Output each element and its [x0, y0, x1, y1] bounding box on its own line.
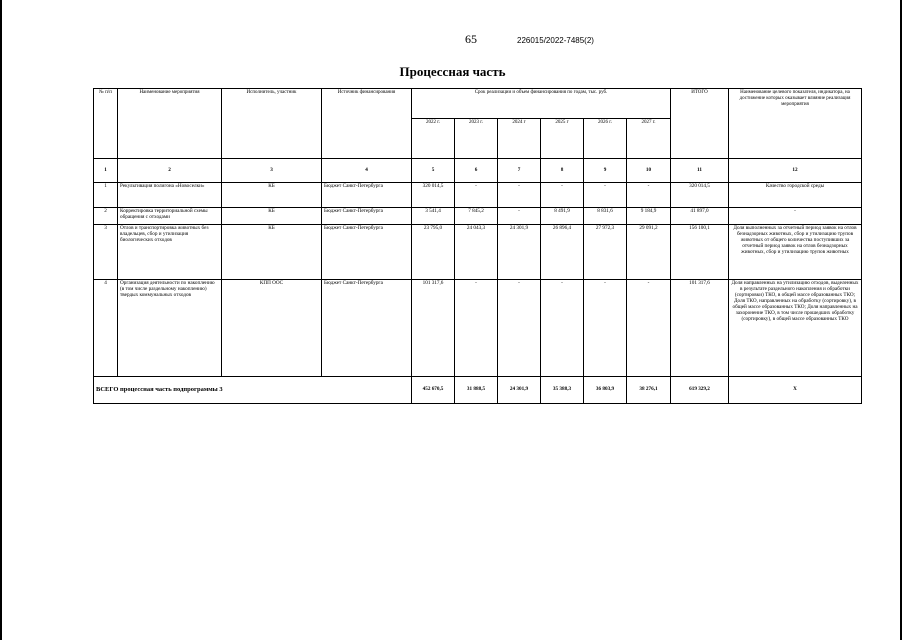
- col-number: 10: [627, 159, 671, 183]
- row-source: Бюджет Санкт-Петербурга: [322, 183, 412, 208]
- header-period: Срок реализации и объем финансирования по годам, тыс. руб.: [412, 89, 671, 119]
- row-value: -: [498, 208, 541, 225]
- row-total: 41 897,0: [671, 208, 729, 225]
- row-value: -: [455, 280, 498, 377]
- row-value: 7 845,2: [455, 208, 498, 225]
- row-value: 101 317,6: [412, 280, 455, 377]
- row-indicator: Качество городской среды: [729, 183, 862, 208]
- row-source: Бюджет Санкт-Петербурга: [322, 280, 412, 377]
- row-executor: КПП ООС: [222, 280, 322, 377]
- row-value: 3 541,4: [412, 208, 455, 225]
- col-number: 5: [412, 159, 455, 183]
- row-no: 3: [94, 225, 118, 280]
- row-executor: КБ: [222, 183, 322, 208]
- row-name: Рекультивация полигона «Новоселки»: [118, 183, 222, 208]
- row-value: -: [498, 280, 541, 377]
- total-value: 24 301,9: [498, 377, 541, 404]
- col-number: 12: [729, 159, 862, 183]
- total-row: [94, 377, 862, 404]
- row-indicator: -: [729, 208, 862, 225]
- row-indicator: Доля выполненных за отчетный период заявок на отлов безнадзорных животных, сбор и утилизацию трупов животных от общего количества поступивших за отчетный период заявок на отлов безнадзорных животных, сбор и утилизацию трупов животных: [729, 225, 862, 280]
- total-indicator: X: [729, 377, 862, 404]
- row-executor: КБ: [222, 208, 322, 225]
- row-value: -: [627, 280, 671, 377]
- total-label: ВСЕГО процессная часть подпрограммы 3: [94, 377, 412, 404]
- header-year: 2022 г.: [412, 119, 455, 159]
- page-edge-left: [0, 0, 2, 640]
- header-year: 2025 г: [541, 119, 584, 159]
- col-number: 2: [118, 159, 222, 183]
- col-number: 1: [94, 159, 118, 183]
- header-year: 2026 г.: [584, 119, 627, 159]
- row-name: Корректировка территориальной схемы обращения с отходами: [118, 208, 222, 225]
- col-number: 3: [222, 159, 322, 183]
- row-value: -: [584, 183, 627, 208]
- row-name: Организация деятельности по накоплению (в том числе раздельному накоплению) твердых коммунальных отходов: [118, 280, 222, 377]
- row-value: -: [541, 183, 584, 208]
- page-edge-right: [900, 0, 902, 640]
- row-source: Бюджет Санкт-Петербурга: [322, 225, 412, 280]
- header-year: 2024 г: [498, 119, 541, 159]
- row-value: 27 972,3: [584, 225, 627, 280]
- table-row: [94, 208, 862, 225]
- header-total: ИТОГО: [671, 89, 729, 159]
- header-no: № п/п: [94, 89, 118, 159]
- row-value: -: [455, 183, 498, 208]
- row-value: 24 301,9: [498, 225, 541, 280]
- row-value: 8 491,9: [541, 208, 584, 225]
- row-value: 23 795,0: [412, 225, 455, 280]
- col-number: 6: [455, 159, 498, 183]
- page-title: Процессная часть: [399, 64, 506, 79]
- table-row: [94, 225, 862, 280]
- table-row: [94, 280, 862, 377]
- col-number: 11: [671, 159, 729, 183]
- row-value: -: [627, 183, 671, 208]
- header-indicator: Наименование целевого показателя, индикатора, на достижение которых оказывает влияние реализация мероприятия: [729, 89, 862, 159]
- row-value: 8 831,6: [584, 208, 627, 225]
- row-value: 26 896,4: [541, 225, 584, 280]
- row-value: 320 014,5: [412, 183, 455, 208]
- row-value: 9 184,9: [627, 208, 671, 225]
- row-source: Бюджет Санкт-Петербурга: [322, 208, 412, 225]
- row-executor: КБ: [222, 225, 322, 280]
- total-value: 38 276,1: [627, 377, 671, 404]
- row-value: -: [541, 280, 584, 377]
- header-executor: Исполнитель, участник: [222, 89, 322, 159]
- row-value: 29 091,2: [627, 225, 671, 280]
- total-value: 36 803,9: [584, 377, 627, 404]
- col-number: 9: [584, 159, 627, 183]
- header-source: Источник финансирования: [322, 89, 412, 159]
- total-grand: 619 329,2: [671, 377, 729, 404]
- process-table: [93, 88, 862, 404]
- table-row: [94, 183, 862, 208]
- row-total: 320 014,5: [671, 183, 729, 208]
- col-number: 7: [498, 159, 541, 183]
- row-no: 1: [94, 183, 118, 208]
- row-total: 101 317,6: [671, 280, 729, 377]
- row-value: -: [498, 183, 541, 208]
- total-value: 452 670,5: [412, 377, 455, 404]
- page-number: 65: [465, 32, 477, 46]
- col-number: 4: [322, 159, 412, 183]
- header-name: Наименование мероприятия: [118, 89, 222, 159]
- row-indicator: Доля направленных на утилизацию отходов, выделенных в результате раздельного накопления и обработки (сортировки) ТКО, в общей массе образованных ТКО; Доля ТКО, направленных на обработку (сортировку), в общей массе образованных ТКО; Доля направленных на захоронение ТКО, в том числе прошедших обработку (сортировку), в общей массе образованных ТКО: [729, 280, 862, 377]
- row-total: 156 100,1: [671, 225, 729, 280]
- document-number: 226015/2022-7485(2): [517, 36, 594, 45]
- total-value: 35 388,3: [541, 377, 584, 404]
- total-value: 31 888,5: [455, 377, 498, 404]
- row-name: Отлов и транспортировка животных без владельцев, сбор и утилизация биологических отходов: [118, 225, 222, 280]
- row-no: 4: [94, 280, 118, 377]
- header-year: 2023 г.: [455, 119, 498, 159]
- header-year: 2027 г.: [627, 119, 671, 159]
- row-value: 24 043,3: [455, 225, 498, 280]
- row-no: 2: [94, 208, 118, 225]
- col-number: 8: [541, 159, 584, 183]
- row-value: -: [584, 280, 627, 377]
